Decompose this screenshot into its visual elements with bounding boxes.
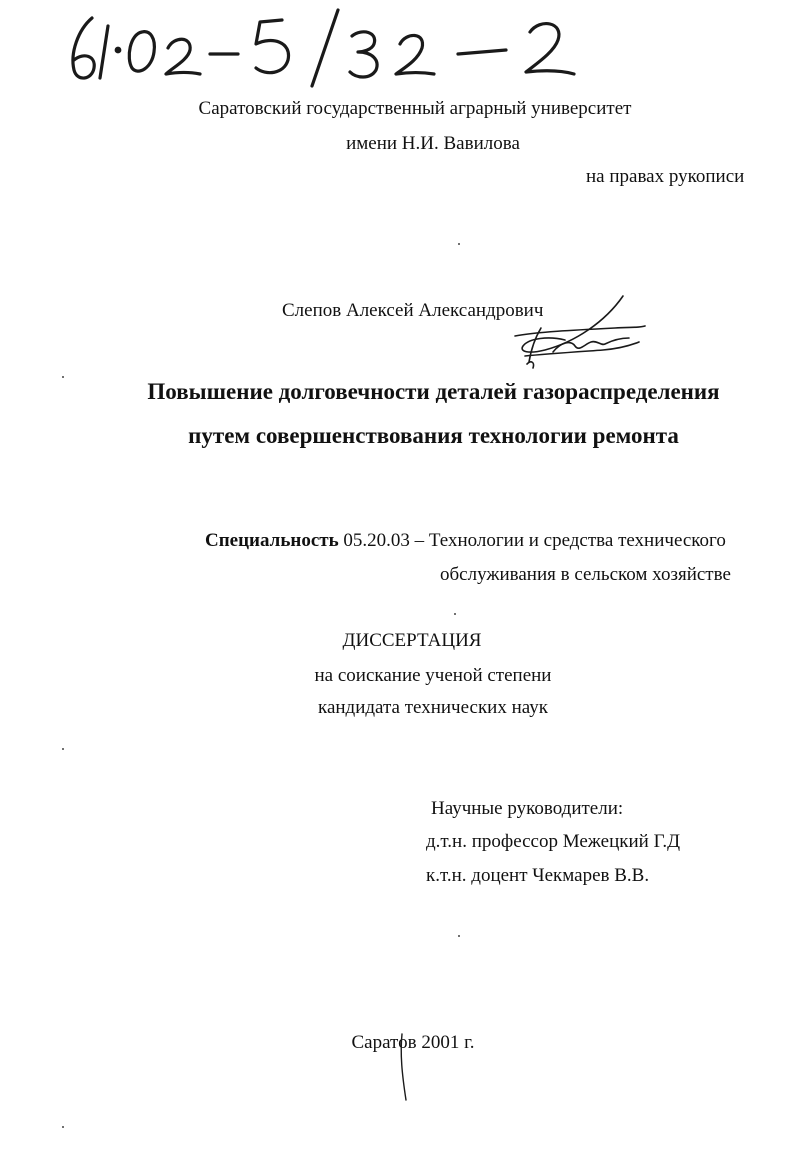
scan-speck [62, 748, 64, 750]
rights-note: на правах рукописи [586, 166, 745, 187]
degree-line-1: на соискание ученой степени [314, 665, 552, 686]
document-type: ДИССЕРТАЦИЯ [342, 630, 482, 651]
degree-line-2: кандидата технических наук [318, 697, 548, 718]
scan-speck [458, 935, 460, 937]
supervisor-1: д.т.н. профессор Межецкий Г.Д [426, 831, 681, 852]
specialty-line-2: обслуживания в сельском хозяйстве [440, 564, 731, 585]
pen-stroke-mark [392, 1030, 412, 1105]
scan-speck [62, 1126, 64, 1128]
university-name-suffix: имени Н.И. Вавилова [346, 133, 520, 154]
scan-speck [458, 243, 460, 245]
scan-speck [454, 613, 456, 615]
author-name: Слепов Алексей Александрович [282, 300, 544, 321]
supervisors-heading: Научные руководители: [431, 798, 624, 819]
dissertation-title-line-1: Повышение долговечности деталей газораспределения [147, 379, 720, 404]
scan-speck [62, 376, 64, 378]
supervisor-2: к.т.н. доцент Чекмарев В.В. [426, 865, 650, 886]
place-and-year: Саратов 2001 г. [351, 1032, 475, 1053]
author-signature [505, 292, 650, 372]
handwritten-archive-code [60, 8, 600, 88]
specialty-line-1 [205, 530, 726, 552]
dissertation-title-line-2: путем совершенствования технологии ремонта [188, 423, 679, 448]
specialty-label: Специальность [205, 530, 339, 551]
university-name: Саратовский государственный аграрный университет [198, 98, 632, 119]
specialty-code-name: 05.20.03 – Технологии и средства технического [343, 530, 726, 551]
